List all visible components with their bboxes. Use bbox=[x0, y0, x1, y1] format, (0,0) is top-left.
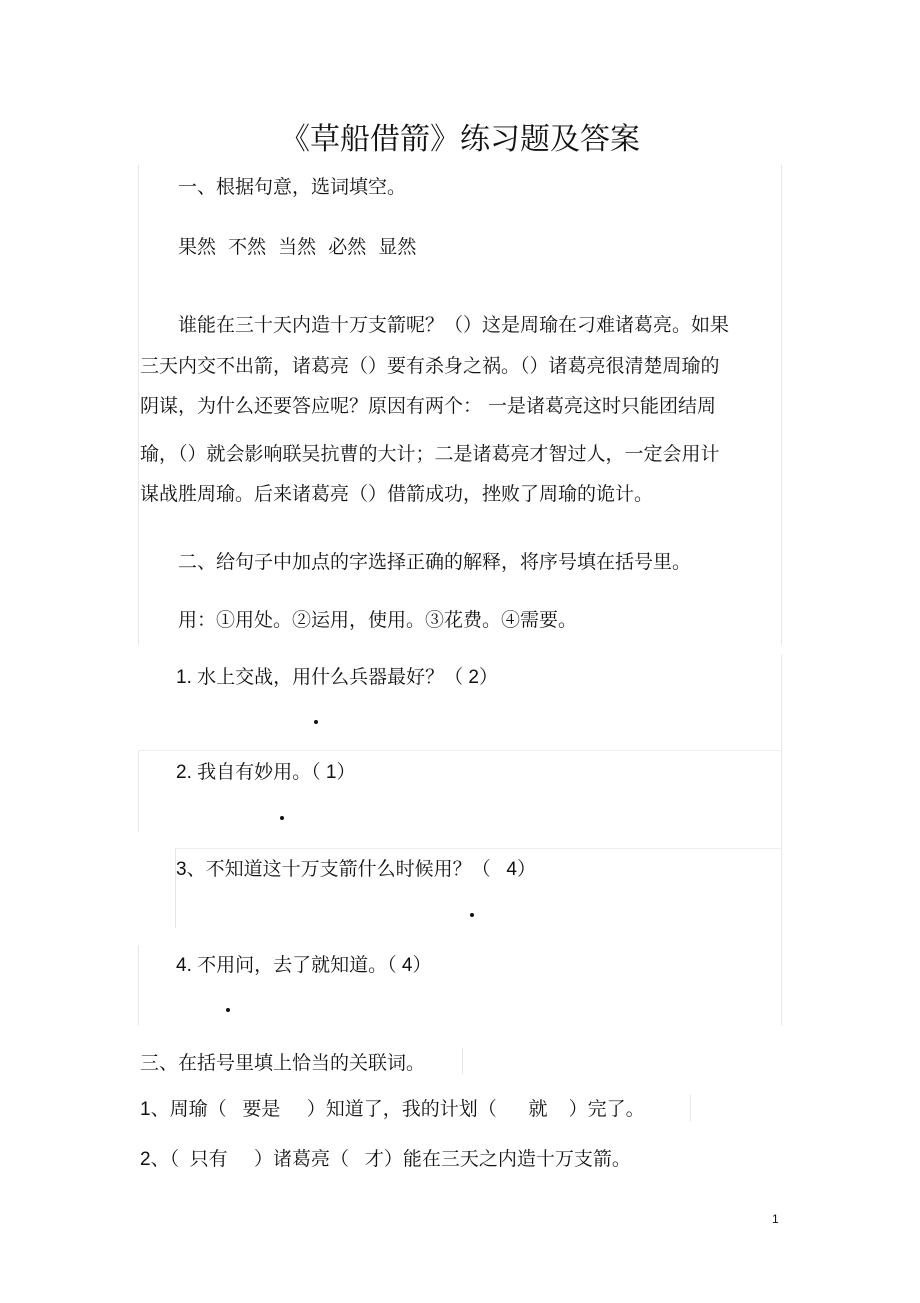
border-line bbox=[138, 750, 139, 832]
question-item: 2. 我自有妙用。（ 1） bbox=[176, 762, 356, 783]
paragraph-line: 三天内交不出箭，诸葛亮（）要有杀身之祸。（）诸葛亮很清楚周瑜的 bbox=[140, 355, 720, 377]
question-item: 4. 不用问，去了就知道。（ 4） bbox=[176, 955, 432, 976]
border-line bbox=[781, 165, 782, 645]
word-choices: 果然 不然 当然 必然 显然 bbox=[178, 236, 417, 258]
border-line bbox=[690, 1095, 691, 1121]
conjunction-item: 2、（ 只有 ）诸葛亮（ 才）能在三天之内造十万支箭。 bbox=[140, 1149, 631, 1170]
question-item: 3、不知道这十万支箭什么时候用？（ 4） bbox=[176, 859, 536, 880]
page-number: 1 bbox=[772, 1212, 779, 1226]
emphasis-dot bbox=[314, 720, 318, 724]
paragraph-line: 谋战胜周瑜。后来诸葛亮（）借箭成功，挫败了周瑜的诡计。 bbox=[140, 483, 654, 505]
paragraph-line: 瑜，（）就会影响联吴抗曹的大计；二是诸葛亮才智过人，一定会用计 bbox=[140, 443, 720, 465]
question-item: 1. 水上交战，用什么兵器最好？（ 2） bbox=[176, 667, 498, 688]
border-line bbox=[781, 655, 782, 1025]
border-line bbox=[462, 1048, 463, 1074]
divider-line bbox=[138, 750, 781, 751]
emphasis-dot bbox=[280, 816, 284, 820]
document-title: 《草船借箭》练习题及答案 bbox=[280, 122, 640, 157]
border-line bbox=[138, 165, 139, 645]
section1-heading: 一、根据句意，选词填空。 bbox=[178, 176, 407, 198]
divider-line bbox=[175, 848, 781, 849]
section2-heading: 二、给句子中加点的字选择正确的解释，将序号填在括号里。 bbox=[178, 551, 692, 573]
definition-options: 用：①用处。②运用，使用。③花费。④需要。 bbox=[178, 609, 578, 631]
paragraph-line: 阴谋，为什么还要答应呢？原因有两个： 一是诸葛亮这时只能团结周 bbox=[140, 395, 717, 417]
emphasis-dot bbox=[226, 1008, 230, 1012]
border-line bbox=[138, 945, 139, 1025]
conjunction-item: 1、周瑜（ 要是 ）知道了，我的计划（ 就 ）完了。 bbox=[140, 1099, 645, 1120]
paragraph-line: 谁能在三十天内造十万支箭呢？（）这是周瑜在刁难诸葛亮。如果 bbox=[178, 314, 730, 336]
section3-heading: 三、在括号里填上恰当的关联词。 bbox=[140, 1052, 426, 1074]
emphasis-dot bbox=[470, 913, 474, 917]
